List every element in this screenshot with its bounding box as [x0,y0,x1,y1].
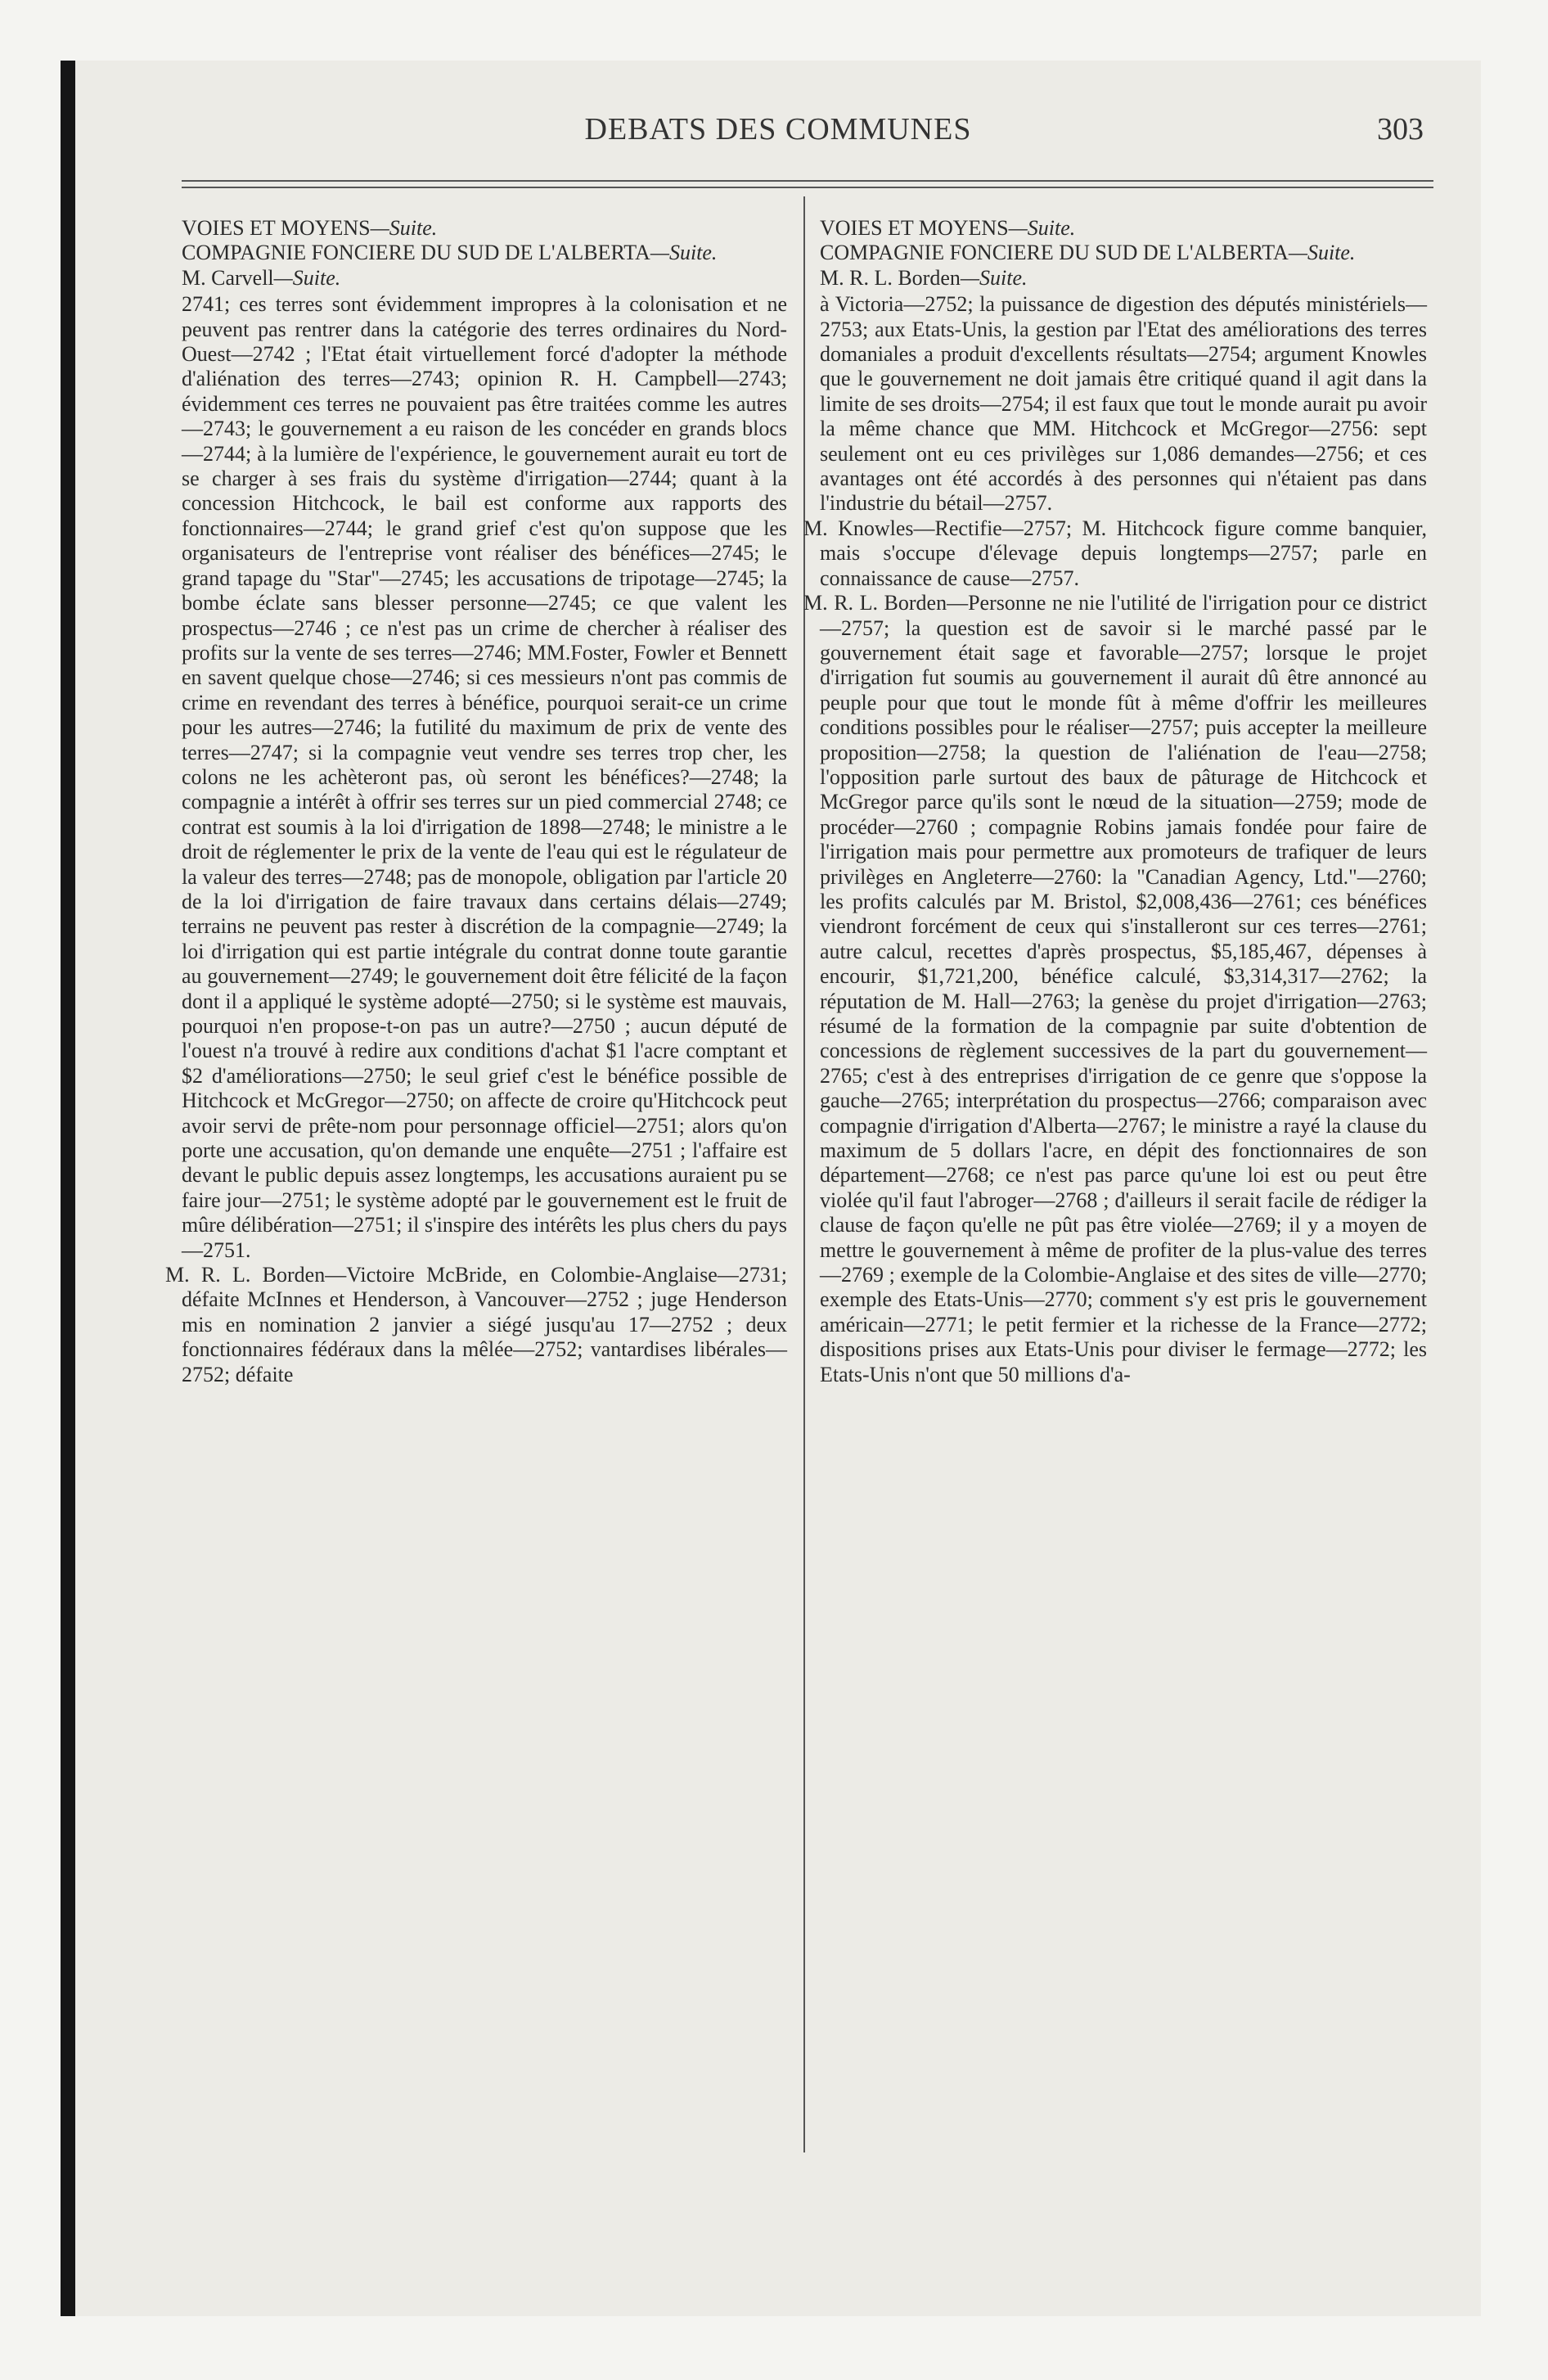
speaker-name: M. R. L. Borden—Suite. [820,265,1028,290]
page-number: 303 [1377,112,1424,146]
section-heading: VOIES ET MOYENS—Suite. [182,216,438,240]
running-header-title: DEBATS DES COMMUNES [584,112,972,146]
header-rule-top [182,180,1433,182]
header-rule-bottom [182,187,1433,188]
document-page [75,61,1481,2316]
column-divider [803,196,805,2152]
index-paragraph: 2741; ces terres sont évidemment impropres à la colonisation et ne peuvent pas rentrer dans la catégorie des terres ordinaires du Nord-Ouest—2742 ; l'Etat était virtuellement forcé d'adopter la méthode d'aliénation des terres—2743; opinion R. H. Campbell—2743; évidemment ces terres ne pouvaient pas être traitées comme les autres—2743; le gouvernement a eu raison de les concéder en grands blocs—2744; à la lumière de l'expérience, le gouvernement aurait eu tort de se charger à ses frais du système d'irrigation—2744; quant à la concession Hitchcock, le bail est conforme aux rapports des fonctionnaires—2744; le grand grief c'est qu'on suppose que les organisateurs de l'entreprise vont réaliser des bénéfices—2745; le grand tapage du "Star"—2745; les accusations de tripotage—2745; la bombe éclate sans blesser personne—2745; ce que valent les prospectus—2746 ; ce n'est pas un crime de chercher à réaliser des profits sur la vente de ses terres—2746; MM.Foster, Fowler et Bennett en savent quelque chose—2746; si ces messieurs n'ont pas commis de crime en revendant des terres à bénéfice, pourquoi serait-ce un crime pour les autres—2746; la futilité du maximum de prix de vente des terres—2747; si la compagnie veut vendre ses terres trop cher, les colons ne les achèteront pas, où seront les bénéfices?—2748; la compagnie a intérêt à offrir ses terres sur un pied commercial 2748; ce contrat est soumis à la loi d'irrigation de 1898—2748; le ministre a le droit de réglementer le prix de la vente de l'eau qui est le régulateur de la valeur des terres—2748; pas de monopole, obligation par l'article 20 de la loi d'irrigation de faire travaux dans certains délais—2749; terrains ne peuvent pas rester à discrétion de la compagnie—2749; la loi d'irrigation qui est partie intégrale du contrat donne toute garantie au gouvernement—2749; le gouvernement doit être félicité de la façon dont il a appliqué le système adopté—2750; si le système est mauvais, pourquoi n'en propose-t-on pas un autre?—2750 ; aucun député de l'ouest n'a trouvé à redire aux conditions d'achat $1 l'acre comptant et $2 d'améliorations—2750; le seul grief c'est le bénéfice possible de Hitchcock et McGregor—2750; on affecte de croire qu'Hitchcock peut avoir servi de prête-nom pour personnage officiel—2751; alors qu'on porte une accusation, qu'on demande une enquête—2751 ; l'affaire est devant le public depuis assez longtemps, les accusations auraient pu se faire jour—2751; le système adopté par le gouvernement est le fruit de mûre délibération—2751; il s'inspire des intérêts les plus chers du pays—2751. [182,292,787,1262]
index-paragraph: M. Knowles—Rectifie—2757; M. Hitchcock figure comme banquier, mais s'occupe d'élevage depuis longtemps—2757; parle en connaissance de cause—2757. [803,516,1427,590]
index-paragraph: M. R. L. Borden—Victoire McBride, en Colombie-Anglaise—2731; défaite McInnes et Henderson, à Vancouver—2752 ; juge Henderson mis en nomination 2 janvier a siégé jusqu'au 17—2752 ; deux fonctionnaires fédéraux dans la mêlée—2752; vantardises libérales—2752; défaite [165,1263,787,1386]
section-subheading: COMPAGNIE FONCIERE DU SUD DE L'ALBERTA—Suite. [820,241,1356,265]
book-binding-edge [61,61,75,2316]
section-subheading: COMPAGNIE FONCIERE DU SUD DE L'ALBERTA—Suite. [182,241,718,265]
left-column [165,216,787,1387]
right-column [803,216,1427,1387]
index-paragraph: à Victoria—2752; la puissance de digestion des députés ministériels—2753; aux Etats-Unis, la gestion par l'Etat des améliorations des terres domaniales a produit d'excellents résultats—2754; argument Knowles que le gouvernement ne doit jamais être critiqué quand il agit dans la limite de ses droits—2754; il est faux que tout le monde aurait pu avoir la même chance que MM. Hitchcock et McGregor—2756: sept seulement ont eu ces privilèges sur 1,086 demandes—2756; et ces avantages ont été accordés à des personnes qui n'étaient pas dans l'industrie du bétail—2757. [820,292,1427,516]
section-heading: VOIES ET MOYENS—Suite. [820,216,1076,240]
index-paragraph: M. R. L. Borden—Personne ne nie l'utilité de l'irrigation pour ce district—2757; la question est de savoir si le marché passé par le gouvernement était sage et favorable—2757; lorsque le projet d'irrigation fut soumis au gouvernement il aurait dû être annoncé au peuple pour que tout le monde fût à même d'offrir les meilleures conditions possibles pour le réaliser—2757; puis accepter la meilleure proposition—2758; la question de l'aliénation de l'eau—2758; l'opposition parle surtout des baux de pâturage de Hitchcock et McGregor parce qu'ils sont le nœud de la situation—2759; mode de procéder—2760 ; compagnie Robins jamais fondée pour faire de l'irrigation mais pour permettre aux promoteurs de trafiquer de leurs privilèges en Angleterre—2760: la "Canadian Agency, Ltd."—2760; les profits calculés par M. Bristol, $2,008,436—2761; ces bénéfices viendront forcément de ceux qui s'installeront sur ces terres—2761; autre calcul, recettes d'après prospectus, $5,185,467, dépenses à encourir, $1,721,200, bénéfice calculé, $3,314,317—2762; la réputation de M. Hall—2763; la genèse du projet d'irrigation—2763; résumé de la formation de la compagnie par suite d'obtention de concessions de règlement successives de la part du gouvernement—2765; c'est à des entreprises d'irrigation de ce genre que s'oppose la gauche—2765; interprétation du prospectus—2766; comparaison avec compagnie d'irrigation d'Alberta—2767; le ministre a rayé la clause du maximum de 5 dollars l'acre, en dépit des fonctionnaires de son département—2768; ce n'est pas parce qu'une loi est ou peut être violée qu'il faut l'abroger—2768 ; d'ailleurs il serait facile de rédiger la clause de façon qu'elle ne pût pas être violée—2769; il y a moyen de mettre le gouvernement à même de profiter de la plus-value des terres—2769 ; exemple de la Colombie-Anglaise et des sites de ville—2770; exemple des Etats-Unis—2770; comment s'y est pris le gouvernement américain—2771; le petit fermier et la richesse de la France—2772; dispositions prises aux Etats-Unis pour diviser le fermage—2772; les Etats-Unis n'ont que 50 millions d'a- [803,591,1427,1386]
speaker-name: M. Carvell—Suite. [182,265,341,290]
